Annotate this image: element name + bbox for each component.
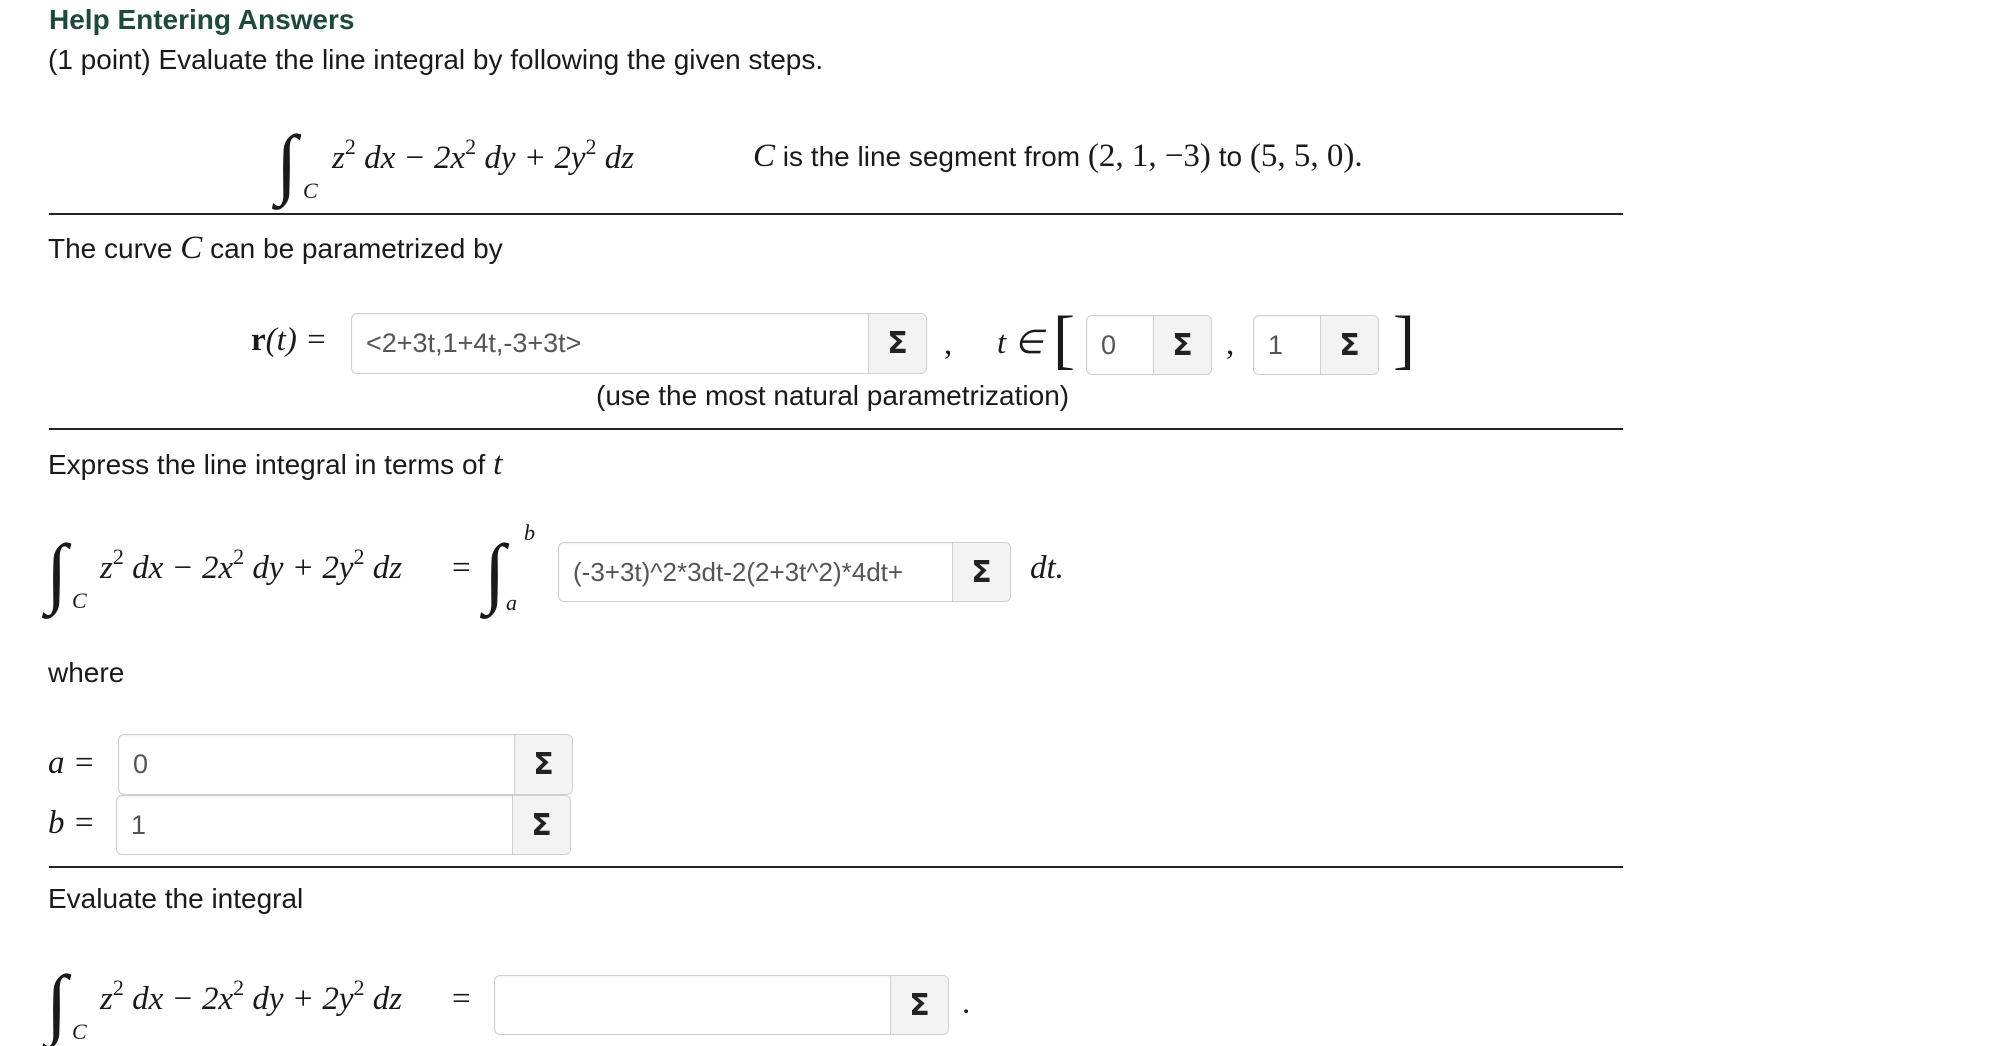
section-divider bbox=[49, 428, 1623, 430]
parametrization-value[interactable]: <2+3t,1+4t,-3+3t> bbox=[366, 328, 582, 358]
integral-subscript: C bbox=[303, 178, 318, 203]
equation-editor-icon[interactable]: Σ bbox=[512, 796, 570, 854]
t-lower-bound-value[interactable]: 0 bbox=[1101, 329, 1117, 360]
parametrization-hint: (use the most natural parametrization) bbox=[596, 380, 1070, 411]
comma-separator: , bbox=[944, 326, 953, 362]
b-label: b = bbox=[48, 805, 96, 841]
final-period: . bbox=[962, 985, 971, 1021]
integrand-expression: $z^2$ dx − $2x^2$ dy + $2y^2$ dz bbox=[100, 975, 403, 1017]
r-of-t-label: r(t) = bbox=[251, 322, 328, 358]
t-lower-bound-input[interactable] bbox=[1086, 315, 1212, 375]
lower-limit: a bbox=[506, 590, 517, 615]
step3-label: Evaluate the integral bbox=[48, 883, 304, 914]
b-value[interactable]: 1 bbox=[131, 809, 147, 840]
upper-limit: b bbox=[524, 520, 535, 545]
equation-editor-icon[interactable]: Σ bbox=[1153, 316, 1211, 374]
integrand-in-t-value[interactable]: (-3+3t)^2*3dt-2(2+3t^2)*4dt+ bbox=[573, 556, 904, 587]
step1-label: The curve C can be parametrized by bbox=[48, 230, 503, 266]
t-upper-bound-input[interactable] bbox=[1253, 315, 1379, 375]
right-bracket: ] bbox=[1393, 303, 1415, 376]
integral-subscript: C bbox=[72, 1019, 87, 1044]
integrand-expression: $z^2$ dx − $2x^2$ dy + $2y^2$ dz bbox=[100, 544, 403, 586]
final-answer-value[interactable] bbox=[495, 976, 890, 1034]
parametrization-input[interactable] bbox=[351, 313, 927, 374]
t-upper-bound-value[interactable]: 1 bbox=[1268, 329, 1284, 360]
help-entering-answers-link[interactable]: Help Entering Answers bbox=[49, 4, 355, 35]
problem-intro: (1 point) Evaluate the line integral by following the given steps. bbox=[48, 44, 824, 75]
left-bracket: [ bbox=[1053, 303, 1075, 376]
integrand-in-t-input[interactable] bbox=[558, 542, 1011, 602]
equation-editor-icon[interactable]: Σ bbox=[514, 735, 572, 794]
final-answer-input[interactable] bbox=[494, 975, 949, 1035]
integral-subscript: C bbox=[72, 588, 87, 613]
integral-sign: ∫ bbox=[46, 528, 68, 615]
section-divider bbox=[49, 866, 1623, 868]
integral-sign: ∫ bbox=[276, 119, 298, 206]
dt-label: dt. bbox=[1030, 550, 1064, 586]
step2-label: Express the line integral in terms of t bbox=[48, 446, 503, 482]
a-value[interactable]: 0 bbox=[133, 749, 149, 779]
equals-sign: = bbox=[452, 981, 471, 1017]
where-label: where bbox=[48, 657, 125, 688]
a-label: a = bbox=[48, 745, 96, 781]
definite-integral-sign: ∫ bbox=[484, 528, 506, 615]
a-input[interactable] bbox=[118, 734, 573, 795]
integral-sign: ∫ bbox=[46, 959, 68, 1046]
equation-editor-icon[interactable]: Σ bbox=[952, 543, 1010, 601]
equation-editor-icon[interactable]: Σ bbox=[1320, 316, 1378, 374]
t-in-label: t ∈ bbox=[997, 325, 1044, 361]
integrand-expression: $z^2$ dx − $2x^2$ dy + $2y^2$ dz bbox=[332, 134, 635, 176]
equals-sign: = bbox=[452, 550, 471, 586]
equation-editor-icon[interactable]: Σ bbox=[868, 314, 926, 373]
equation-editor-icon[interactable]: Σ bbox=[890, 976, 948, 1034]
b-input[interactable] bbox=[116, 795, 571, 855]
segment-description: C is the line segment from (2, 1, −3) to (5, 5, 0). bbox=[753, 138, 1363, 174]
interval-comma: , bbox=[1226, 326, 1235, 362]
section-divider bbox=[49, 213, 1623, 215]
